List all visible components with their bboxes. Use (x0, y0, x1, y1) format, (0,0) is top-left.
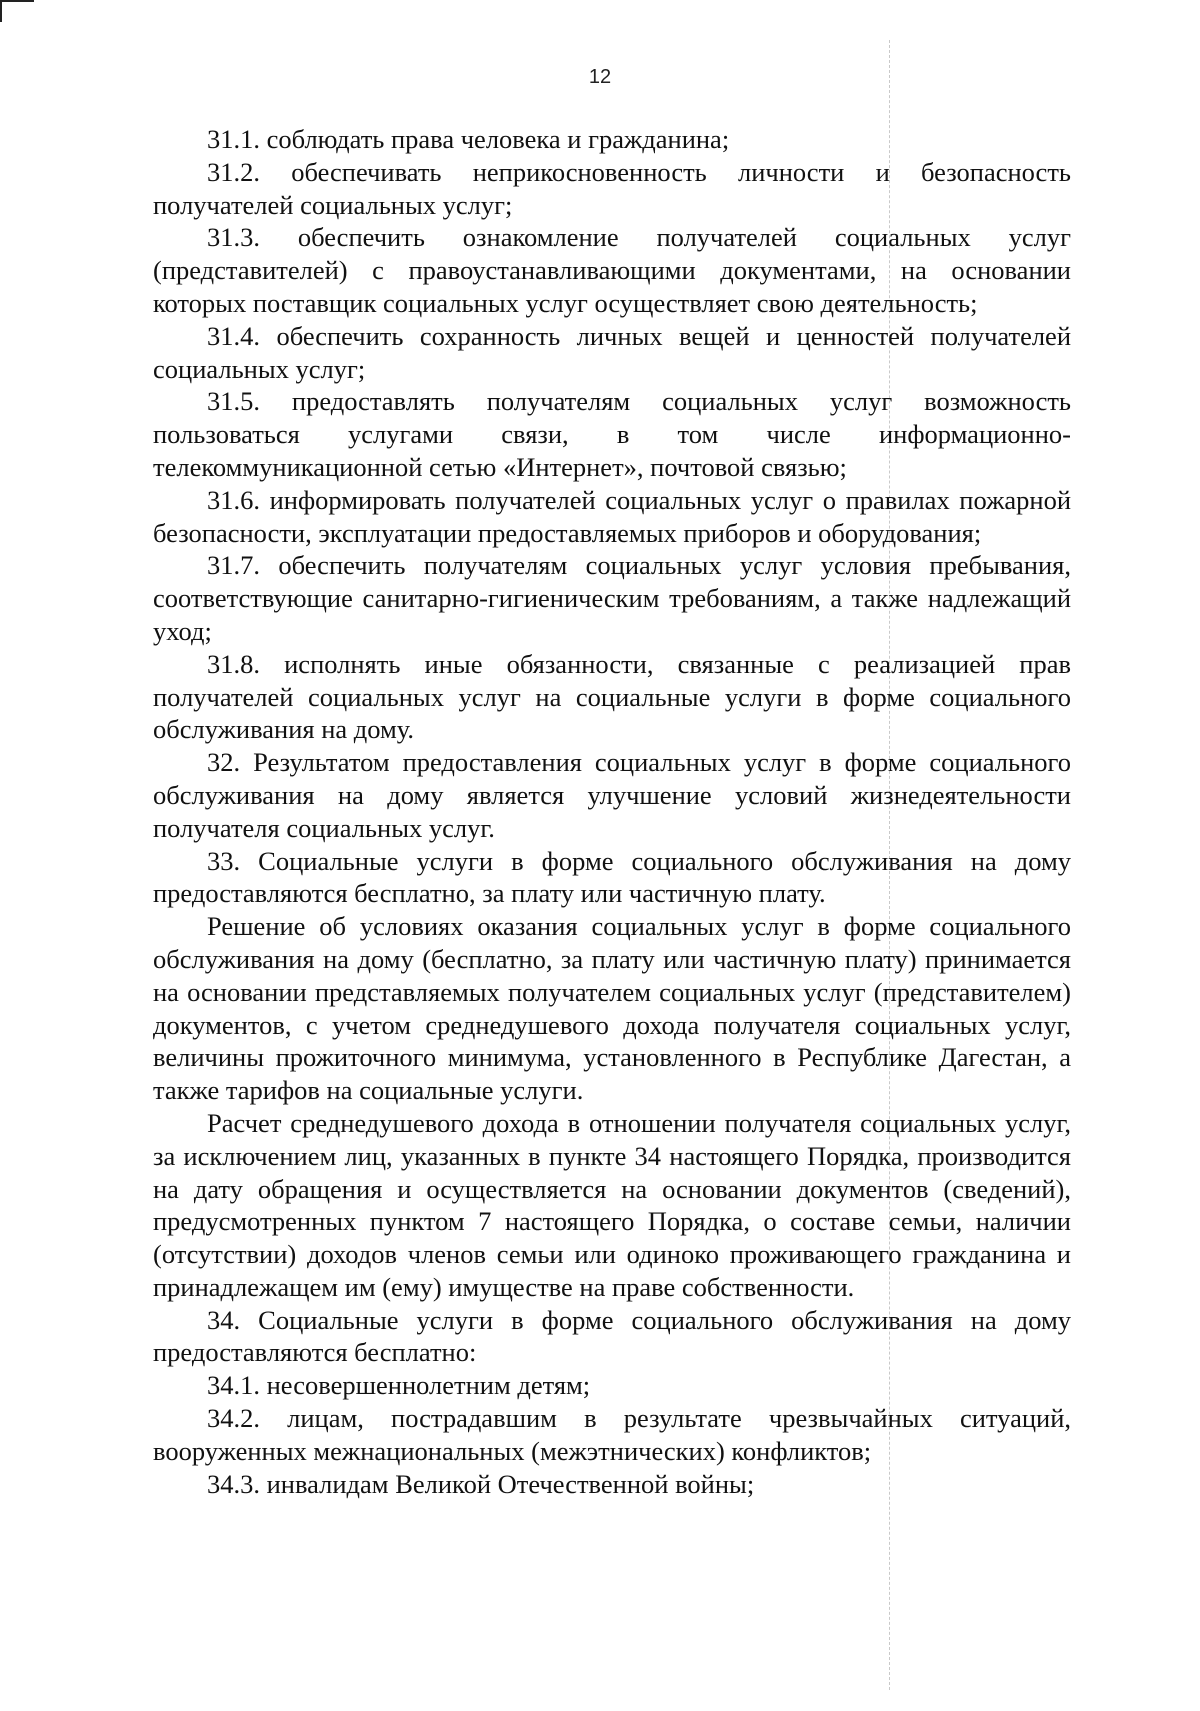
paragraph-31-7: 31.7. обеспечить получателям социальных услуг условия пребывания, соответствующие санитарно-гигиеническим требованиям, а также надлежащий уход; (153, 550, 1071, 646)
paragraph-33-income-calculation: Расчет среднедушевого дохода в отношении получателя социальных услуг, за исключением лиц, указанных в пункте 34 настоящего Порядка, производится на дату обращения и осуществляется на основании документов (сведений), предусмотренных пунктом 7 настоящего Порядка, о составе семьи, наличии (отсутствии) доходов членов семьи или одиноко проживающего гражданина и принадлежащем им (ему) имуществе на праве собственности. (153, 1107, 1071, 1302)
paragraph-31-5: 31.5. предоставлять получателям социальных услуг возможность пользоваться услугами связи, в том числе информационно-телекоммуникационной сетью «Интернет», почтовой связью; (153, 386, 1071, 482)
page-number: 12 (588, 66, 612, 88)
paragraph-34-2: 34.2. лицам, пострадавшим в результате чрезвычайных ситуаций, вооруженных межнациональных (межэтнических) конфликтов; (153, 1403, 1071, 1466)
paragraph-31-1: 31.1. соблюдать права человека и гражданина; (207, 124, 730, 154)
paragraph-34-1: 34.1. несовершеннолетним детям; (207, 1370, 591, 1401)
scan-edge-mark (0, 0, 34, 2)
paragraph-33: 33. Социальные услуги в форме социального обслуживания на дому предоставляются бесплатно, за плату или частичную плату. (153, 845, 1071, 909)
scan-edge-mark (0, 0, 2, 22)
paragraph-33-decision: Решение об условиях оказания социальных услуг в форме социального обслуживания на дому (бесплатно, за плату или частичную плату) принимается на основании представляемых получателем социальных услуг (представителем) документов, с учетом среднедушевого дохода получателя социальных услуг, величины прожиточного минимума, установленного в Республике Дагестан, а также тарифов на социальные услуги. (153, 911, 1071, 1106)
paragraph-34-3: 34.3. инвалидам Великой Отечественной войны; (207, 1468, 755, 1499)
document-body (153, 123, 1071, 1500)
paragraph-31-3: 31.3. обеспечить ознакомление получателей социальных услуг (представителей) с правоустанавливающими документами, на основании которых поставщик социальных услуг осуществляет свою деятельность; (153, 222, 1071, 318)
paragraph-31-6: 31.6. информировать получателей социальных услуг о правилах пожарной безопасности, эксплуатации предоставляемых приборов и оборудования; (153, 484, 1071, 548)
paragraph-31-2: 31.2. обеспечивать неприкосновенность личности и безопасность получателей социальных услуг; (153, 156, 1071, 220)
paragraph-34: 34. Социальные услуги в форме социального обслуживания на дому предоставляются бесплатно: (153, 1304, 1071, 1368)
paragraph-31-8: 31.8. исполнять иные обязанности, связанные с реализацией прав получателей социальных услуг на социальные услуги в форме социального обслуживания на дому. (153, 648, 1071, 745)
paragraph-32: 32. Результатом предоставления социальных услуг в форме социального обслуживания на дому является улучшение условий жизнедеятельности получателя социальных услуг. (153, 747, 1071, 843)
paragraph-31-4: 31.4. обеспечить сохранность личных вещей и ценностей получателей социальных услуг; (153, 320, 1071, 384)
